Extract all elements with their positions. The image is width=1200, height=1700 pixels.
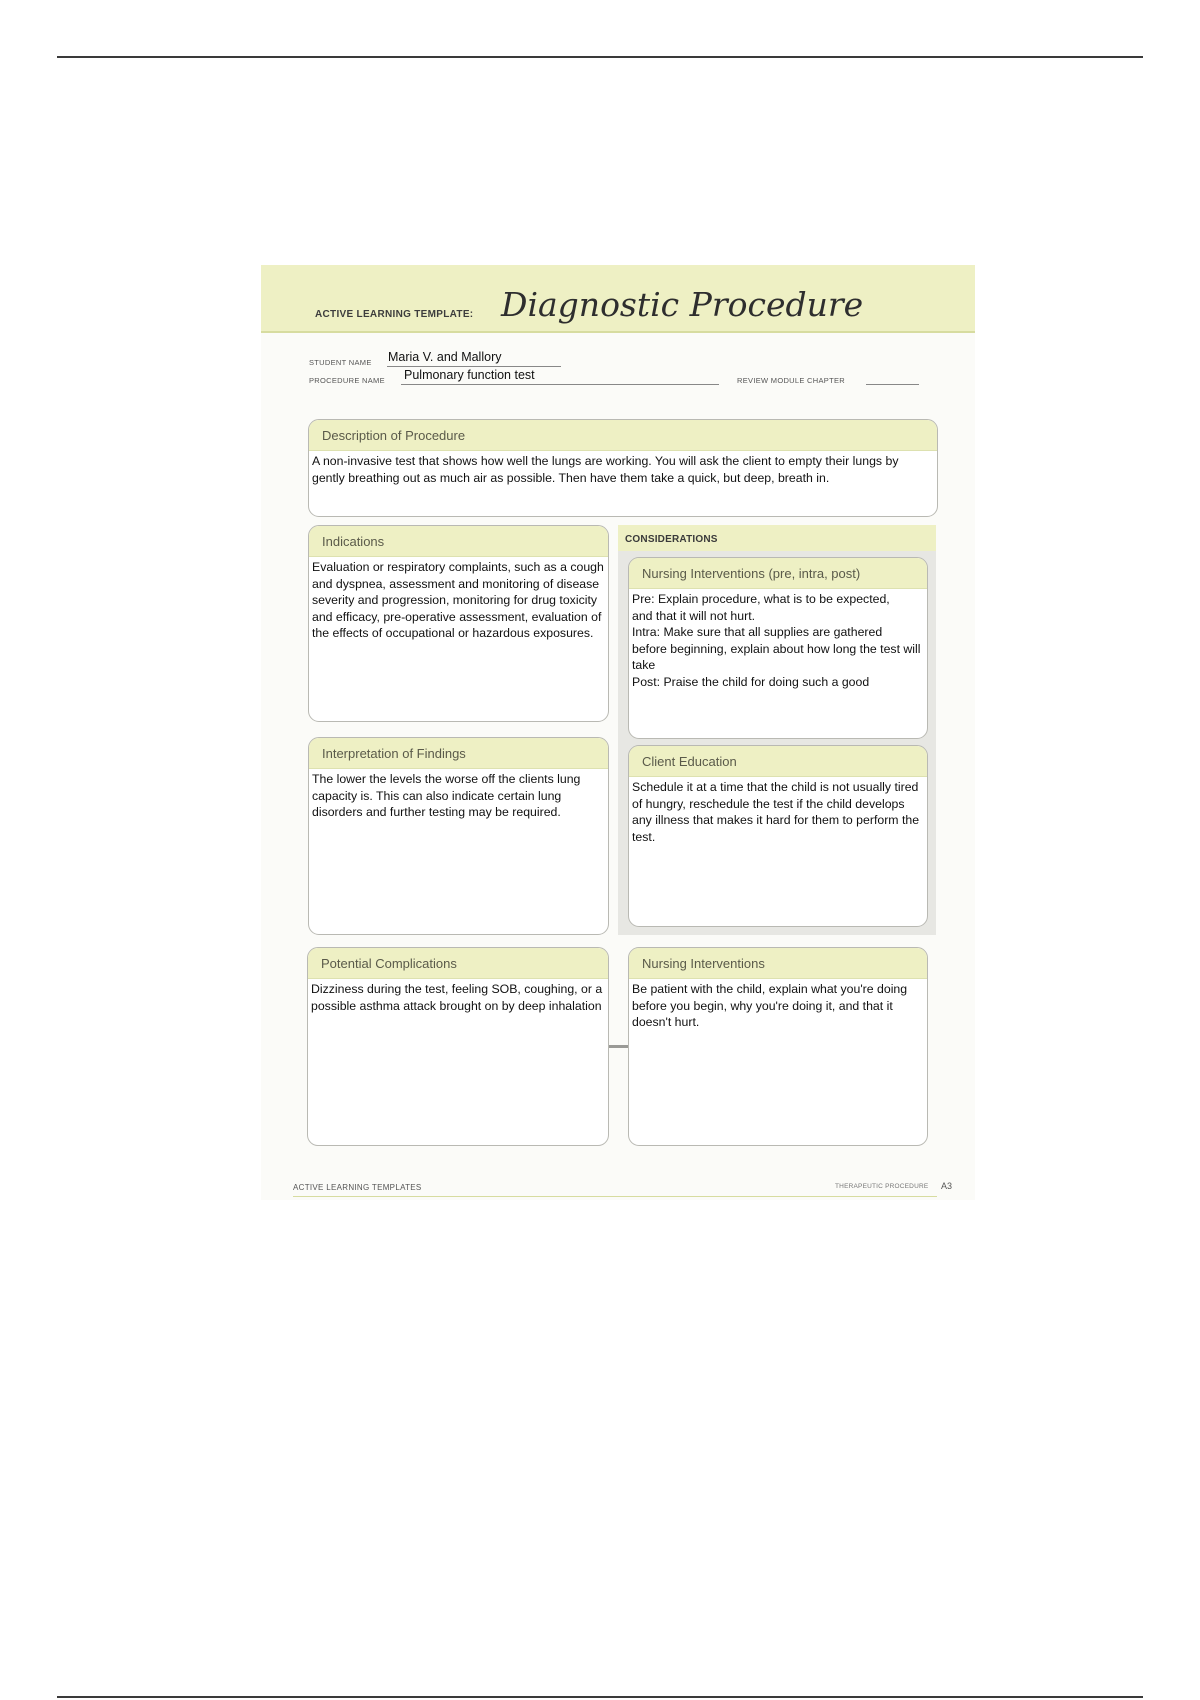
nursing-interventions-pre-intra-post-heading: Nursing Interventions (pre, intra, post) (629, 558, 927, 589)
interpretation-heading: Interpretation of Findings (309, 738, 608, 769)
template-title: Diagnostic Procedure (501, 285, 864, 324)
footer-right-label: THERAPEUTIC PROCEDURE (835, 1183, 929, 1190)
page-top-rule (57, 56, 1143, 58)
review-module-underline (866, 384, 919, 385)
client-education-heading: Client Education (629, 746, 927, 777)
description-card (308, 419, 938, 517)
nursing-interventions-heading: Nursing Interventions (629, 948, 927, 979)
client-education-card (628, 745, 928, 927)
footer-rule (293, 1196, 937, 1197)
description-body: A non-invasive test that shows how well the lungs are working. You will ask the client to empty their lungs by gently breathing out as much air as possible. Then have them take a quick, but deep, breath in. (312, 454, 899, 485)
interpretation-body: The lower the levels the worse off the clients lung capacity is. This can also indicate certain lung disorders and further testing may be required. (312, 772, 581, 820)
description-heading: Description of Procedure (309, 420, 937, 451)
nursing-interventions-pre-intra-post-card (628, 557, 928, 739)
considerations-header (618, 525, 936, 551)
footer-page-number: A3 (941, 1181, 953, 1191)
complications-body: Dizziness during the test, feeling SOB, coughing, or a possible asthma attack brought on by deep inhalation (311, 982, 603, 1013)
procedure-name-underline (401, 384, 719, 385)
template-header (261, 265, 975, 333)
complications-connector (607, 1045, 629, 1048)
page-bottom-rule (57, 1696, 1143, 1698)
indications-heading: Indications (309, 526, 608, 557)
procedure-name-label: PROCEDURE NAME (309, 376, 385, 385)
client-education-body: Schedule it at a time that the child is not usually tired of hungry, reschedule the test if the child develops any illness that makes it hard for them to perform the test. (632, 780, 920, 844)
considerations-label: CONSIDERATIONS (625, 534, 718, 545)
template-kicker: ACTIVE LEARNING TEMPLATE: (315, 309, 474, 320)
footer-left-label: ACTIVE LEARNING TEMPLATES (293, 1183, 422, 1192)
procedure-name-value: Pulmonary function test (404, 368, 535, 382)
nursing-interventions-pre-intra-post-body: Pre: Explain procedure, what is to be expected, and that it will not hurt. Intra: Make sure that all supplies are gathered before beginning, explain about how long the test will take Post: Praise the child for doing such a good (632, 592, 921, 689)
interpretation-card (308, 737, 609, 935)
indications-card (308, 525, 609, 722)
student-name-label: STUDENT NAME (309, 358, 372, 367)
indications-body: Evaluation or respiratory complaints, such as a cough and dyspnea, assessment and monitoring of disease severity and progression, monitoring for drug toxicity and efficacy, pre-operative assessment, evaluation of the effects of occupational or hazardous exposures. (312, 560, 604, 641)
student-name-underline (387, 366, 561, 367)
nursing-interventions-card (628, 947, 928, 1146)
complications-card (307, 947, 609, 1146)
nursing-interventions-body: Be patient with the child, explain what you're doing before you begin, why you're doing it, and that it doesn't hurt. (632, 982, 908, 1030)
template-sheet (261, 265, 975, 1200)
student-name-value: Maria V. and Mallory (388, 350, 502, 364)
review-module-label: REVIEW MODULE CHAPTER (737, 376, 845, 385)
complications-heading: Potential Complications (308, 948, 608, 979)
